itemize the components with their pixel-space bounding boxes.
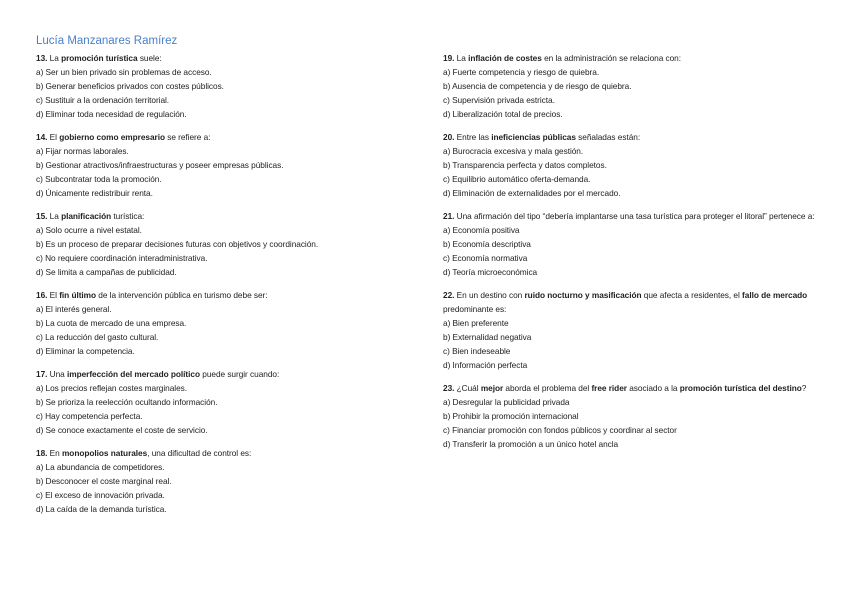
stem-bold: promoción turística del destino bbox=[679, 382, 802, 393]
question-13 bbox=[36, 51, 426, 121]
question-22 bbox=[443, 288, 838, 373]
option-b: b) Externalidad negativa bbox=[443, 332, 532, 343]
option-c: c) Equilibrio automático oferta-demanda. bbox=[443, 174, 591, 185]
question-stem bbox=[443, 381, 838, 395]
question-19 bbox=[443, 51, 838, 121]
question-stem bbox=[36, 288, 426, 302]
stem-text: Una bbox=[49, 368, 65, 379]
option-d: d) Únicamente redistribuir renta. bbox=[36, 188, 153, 199]
stem-bold: ruido nocturno y masificación bbox=[524, 289, 642, 300]
option-b: b) Economía descriptiva bbox=[443, 239, 531, 250]
question-number: 20. bbox=[443, 131, 455, 142]
option-a: a) Solo ocurre a nivel estatal. bbox=[36, 225, 142, 236]
question-number: 15. bbox=[36, 210, 48, 221]
question-14 bbox=[36, 130, 426, 200]
stem-bold: free rider bbox=[591, 382, 627, 393]
stem-bold: gobierno como empresario bbox=[59, 131, 165, 142]
option-d: d) Transferir la promoción a un único hotel ancla bbox=[443, 439, 619, 450]
option-a: a) Desregular la publicidad privada bbox=[443, 397, 570, 408]
question-stem bbox=[36, 209, 426, 223]
option-c: c) No requiere coordinación interadministrativa. bbox=[36, 253, 208, 264]
stem-text: En un destino con bbox=[456, 289, 523, 300]
option-d: d) Eliminación de externalidades por el mercado. bbox=[443, 188, 621, 199]
option-d: d) Teoría microeconómica bbox=[443, 267, 538, 278]
stem-text: predominante es: bbox=[443, 304, 507, 314]
option-d: d) Se conoce exactamente el coste de servicio. bbox=[36, 425, 208, 436]
option-b: b) Prohibir la promoción internacional bbox=[443, 411, 579, 422]
question-number: 22. bbox=[443, 289, 455, 300]
option-d: d) Liberalización total de precios. bbox=[443, 109, 563, 120]
question-18 bbox=[36, 446, 426, 516]
question-17 bbox=[36, 367, 426, 437]
stem-text: El bbox=[49, 289, 57, 300]
stem-text: que afecta a residentes, el bbox=[643, 289, 740, 300]
right-column bbox=[443, 51, 838, 460]
stem-text: ¿Cuál bbox=[456, 382, 479, 393]
option-b: b) La cuota de mercado de una empresa. bbox=[36, 318, 187, 329]
question-stem bbox=[443, 130, 838, 144]
option-c: c) Subcontratar toda la promoción. bbox=[36, 174, 162, 185]
left-column bbox=[36, 51, 426, 525]
stem-text: El bbox=[49, 131, 57, 142]
question-20 bbox=[443, 130, 838, 200]
option-c: c) La reducción del gasto cultural. bbox=[36, 332, 159, 343]
stem-text: En bbox=[49, 447, 60, 458]
option-d: d) Información perfecta bbox=[443, 360, 528, 371]
option-a: a) Ser un bien privado sin problemas de acceso. bbox=[36, 67, 212, 78]
option-b: b) Desconocer el coste marginal real. bbox=[36, 476, 172, 487]
question-number: 21. bbox=[443, 210, 455, 221]
question-stem bbox=[36, 446, 426, 460]
question-21 bbox=[443, 209, 838, 279]
option-c: c) El exceso de innovación privada. bbox=[36, 490, 165, 501]
option-c: c) Financiar promoción con fondos públicos y coordinar al sector bbox=[443, 425, 677, 436]
stem-bold: inflación de costes bbox=[468, 53, 542, 63]
question-stem bbox=[443, 209, 838, 223]
stem-text: en la administración se relaciona con: bbox=[544, 53, 681, 63]
stem-bold: fin último bbox=[59, 289, 97, 300]
stem-bold: promoción turística bbox=[61, 53, 138, 63]
option-b: b) Gestionar atractivos/infraestructuras y poseer empresas públicas. bbox=[36, 160, 284, 171]
question-number: 14. bbox=[36, 131, 48, 142]
stem-text: turística: bbox=[113, 210, 145, 221]
option-d: d) La caída de la demanda turística. bbox=[36, 504, 167, 515]
stem-text: de la intervención pública en turismo debe ser: bbox=[98, 289, 268, 300]
question-stem bbox=[36, 367, 426, 381]
question-number: 16. bbox=[36, 289, 48, 300]
option-b: b) Transparencia perfecta y datos completos. bbox=[443, 160, 607, 171]
stem-text: , una dificultad de control es: bbox=[147, 447, 252, 458]
stem-text: La bbox=[456, 53, 466, 63]
option-a: a) Burocracia excesiva y mala gestión. bbox=[443, 146, 584, 157]
question-stem bbox=[443, 51, 838, 65]
stem-text: aborda el problema del bbox=[505, 382, 590, 393]
stem-text: Entre las bbox=[456, 131, 489, 142]
option-a: a) Fijar normas laborales. bbox=[36, 146, 129, 157]
option-b: b) Se prioriza la reelección ocultando información. bbox=[36, 397, 218, 408]
option-d: d) Eliminar toda necesidad de regulación. bbox=[36, 109, 187, 120]
question-16 bbox=[36, 288, 426, 358]
stem-text: La bbox=[49, 210, 59, 221]
option-d: d) Eliminar la competencia. bbox=[36, 346, 135, 357]
question-23 bbox=[443, 381, 838, 451]
option-a: a) Economía positiva bbox=[443, 225, 520, 236]
stem-text: Una afirmación del tipo “debería implantarse una tasa turística para proteger el litoral” pertenece a: bbox=[456, 210, 815, 221]
option-a: a) Bien preferente bbox=[443, 318, 509, 329]
option-b: b) Generar beneficios privados con costes públicos. bbox=[36, 81, 224, 92]
option-a: a) La abundancia de competidores. bbox=[36, 461, 165, 472]
stem-bold: fallo de mercado bbox=[742, 289, 808, 300]
option-b: b) Es un proceso de preparar decisiones futuras con objetivos y coordinación. bbox=[36, 239, 319, 250]
question-stem bbox=[36, 51, 426, 65]
question-15 bbox=[36, 209, 426, 279]
option-c: c) Bien indeseable bbox=[443, 346, 511, 357]
question-number: 17. bbox=[36, 368, 48, 379]
stem-bold: imperfección del mercado político bbox=[67, 368, 200, 379]
question-stem bbox=[443, 288, 838, 316]
stem-text: ? bbox=[801, 382, 807, 393]
stem-bold: planificación bbox=[61, 210, 112, 221]
option-c: c) Supervisión privada estricta. bbox=[443, 95, 555, 106]
question-number: 13. bbox=[36, 53, 48, 63]
question-number: 23. bbox=[443, 382, 455, 393]
option-c: c) Hay competencia perfecta. bbox=[36, 411, 143, 422]
stem-text: se refiere a: bbox=[167, 131, 211, 142]
stem-text: La bbox=[49, 53, 59, 63]
option-a: a) Los precios reflejan costes marginales. bbox=[36, 382, 188, 393]
option-c: c) Sustituir a la ordenación territorial. bbox=[36, 95, 170, 106]
option-c: c) Economía normativa bbox=[443, 253, 528, 264]
option-b: b) Ausencia de competencia y de riesgo de quiebra. bbox=[443, 81, 632, 92]
stem-bold: monopolios naturales bbox=[61, 447, 148, 458]
stem-bold: mejor bbox=[480, 382, 504, 393]
option-a: a) El interés general. bbox=[36, 304, 112, 314]
stem-bold: ineficiencias públicas bbox=[491, 131, 576, 142]
option-d: d) Se limita a campañas de publicidad. bbox=[36, 267, 177, 278]
stem-text: puede surgir cuando: bbox=[202, 368, 280, 379]
stem-text: señaladas están: bbox=[578, 131, 641, 142]
question-number: 19. bbox=[443, 53, 455, 63]
question-number: 18. bbox=[36, 447, 48, 458]
question-stem bbox=[36, 130, 426, 144]
stem-text: asociado a la bbox=[629, 382, 678, 393]
option-a: a) Fuerte competencia y riesgo de quiebra. bbox=[443, 67, 600, 78]
stem-text: suele: bbox=[139, 53, 162, 63]
author-name: Lucía Manzanares Ramírez bbox=[36, 35, 178, 47]
